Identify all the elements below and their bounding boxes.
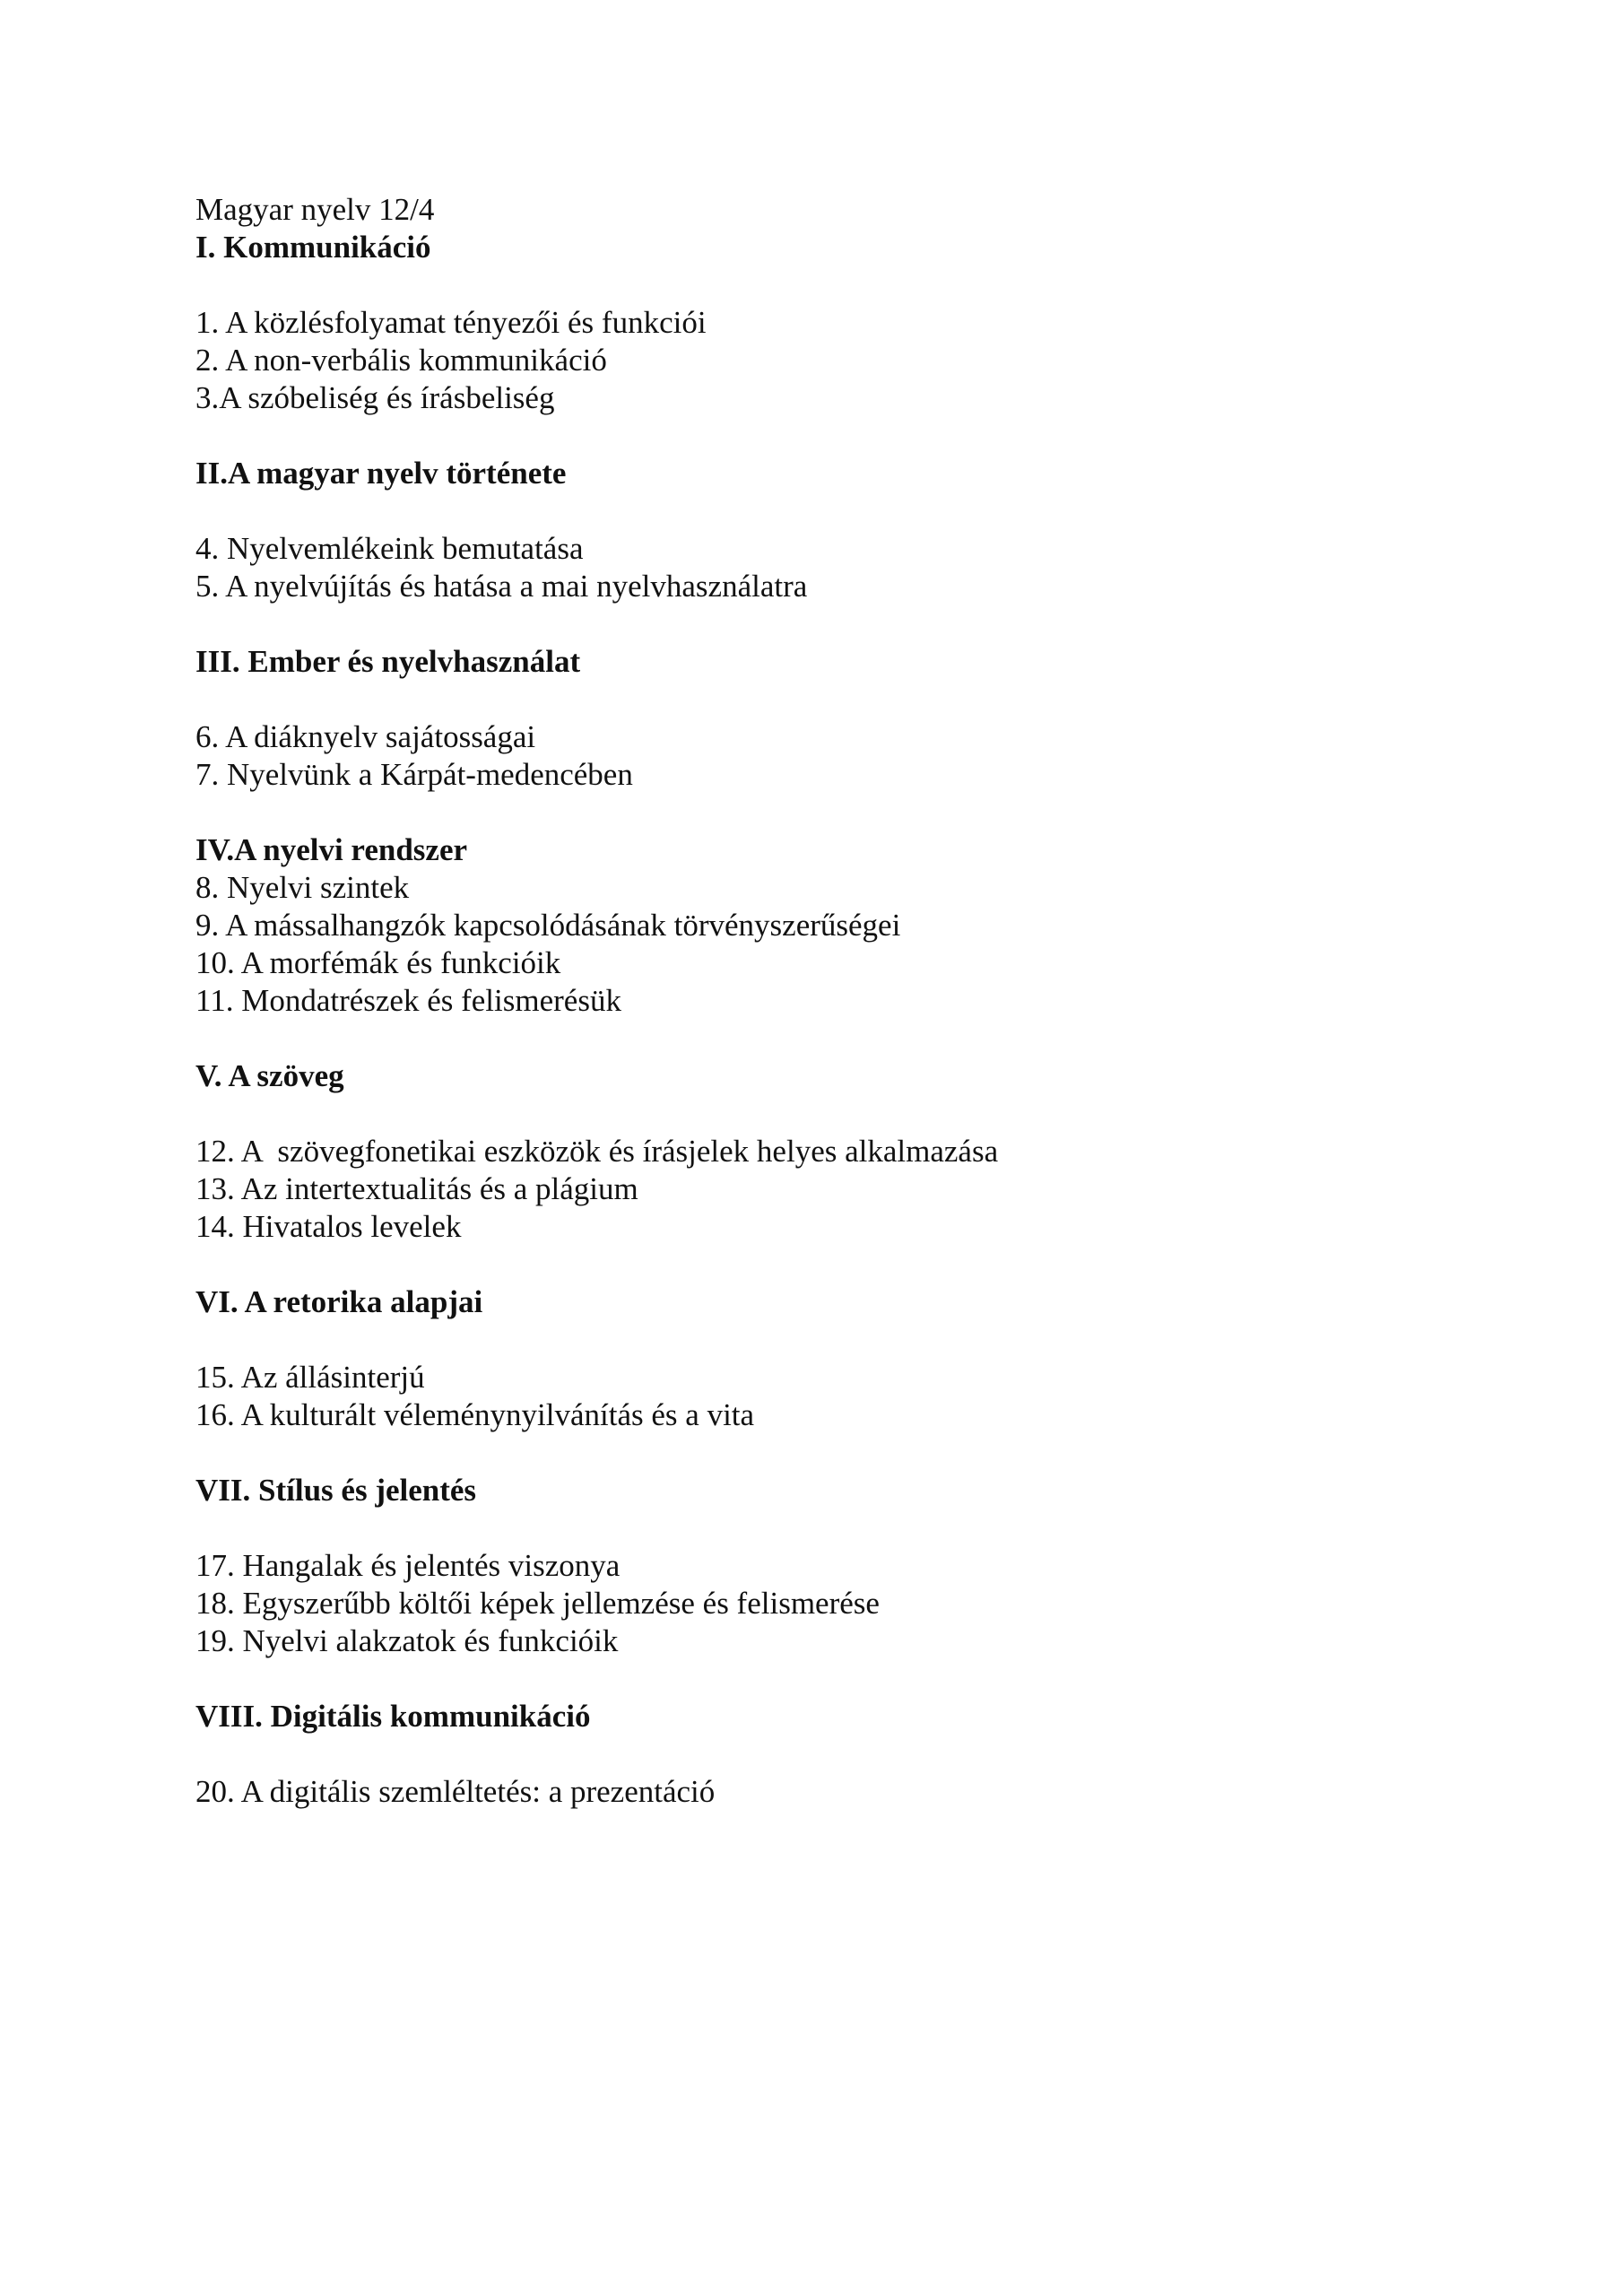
section [195,831,1496,1057]
section-heading: III. Ember és nyelvhasználat [195,644,581,679]
topic-item: 16. A kulturált véleménynyilvánítás és a vita [195,1397,755,1432]
topic-item: 1. A közlésfolyamat tényezői és funkciói [195,305,707,340]
blank-line [195,1246,1496,1283]
blank-line [195,1660,1496,1698]
section-heading: VI. A retorika alapjai [195,1284,483,1319]
topic-item: 19. Nyelvi alakzatok és funkcióik [195,1623,619,1658]
topic-item: 15. Az állásinterjú [195,1360,425,1395]
section-heading: VIII. Digitális kommunikáció [195,1699,591,1734]
topic-item: 20. A digitális szemléltetés: a prezentáció [195,1774,716,1809]
blank-line [195,1321,1496,1359]
blank-line [195,417,1496,455]
blank-line [195,794,1496,831]
document-body [195,191,1496,1811]
topic-item: 6. A diáknyelv sajátosságai [195,719,536,754]
section [195,1698,1496,1811]
topic-item: 13. Az intertextualitás és a plágium [195,1171,638,1206]
section [195,1057,1496,1283]
section [195,1472,1496,1698]
topic-item: 7. Nyelvünk a Kárpát-medencében [195,757,633,792]
section [195,643,1496,831]
sections-container [195,229,1496,1811]
topic-item: 2. A non-verbális kommunikáció [195,343,607,378]
topic-item: 10. A morfémák és funkcióik [195,945,561,980]
topic-item: 11. Mondatrészek és felismerésük [195,983,621,1018]
topic-item: 17. Hangalak és jelentés viszonya [195,1548,621,1583]
section [195,1283,1496,1472]
blank-line [195,1020,1496,1057]
topic-item: 5. A nyelvújítás és hatása a mai nyelvhasználatra [195,569,808,604]
section-heading: V. A szöveg [195,1058,344,1093]
blank-line [195,1735,1496,1773]
section-heading: IV.A nyelvi rendszer [195,832,468,867]
blank-line [195,605,1496,643]
section [195,229,1496,455]
blank-line [195,1434,1496,1472]
topic-item: 8. Nyelvi szintek [195,870,410,905]
topic-item: 4. Nyelvemlékeink bemutatása [195,531,584,566]
topic-item: 9. A mássalhangzók kapcsolódásának törvényszerűségei [195,908,901,943]
blank-line [195,1095,1496,1133]
section [195,455,1496,643]
section-heading: I. Kommunikáció [195,230,431,265]
section-heading: II.A magyar nyelv története [195,456,567,491]
blank-line [195,1509,1496,1547]
blank-line [195,681,1496,718]
section-heading: VII. Stílus és jelentés [195,1473,477,1508]
topic-item: 12. A szövegfonetikai eszközök és írásjelek helyes alkalmazása [195,1134,999,1169]
blank-line [195,492,1496,530]
document-title: Magyar nyelv 12/4 [195,192,435,227]
topic-item: 3.A szóbeliség és írásbeliség [195,380,555,415]
blank-line [195,266,1496,304]
topic-item: 14. Hivatalos levelek [195,1209,462,1244]
topic-item: 18. Egyszerűbb költői képek jellemzése és felismerése [195,1586,880,1621]
